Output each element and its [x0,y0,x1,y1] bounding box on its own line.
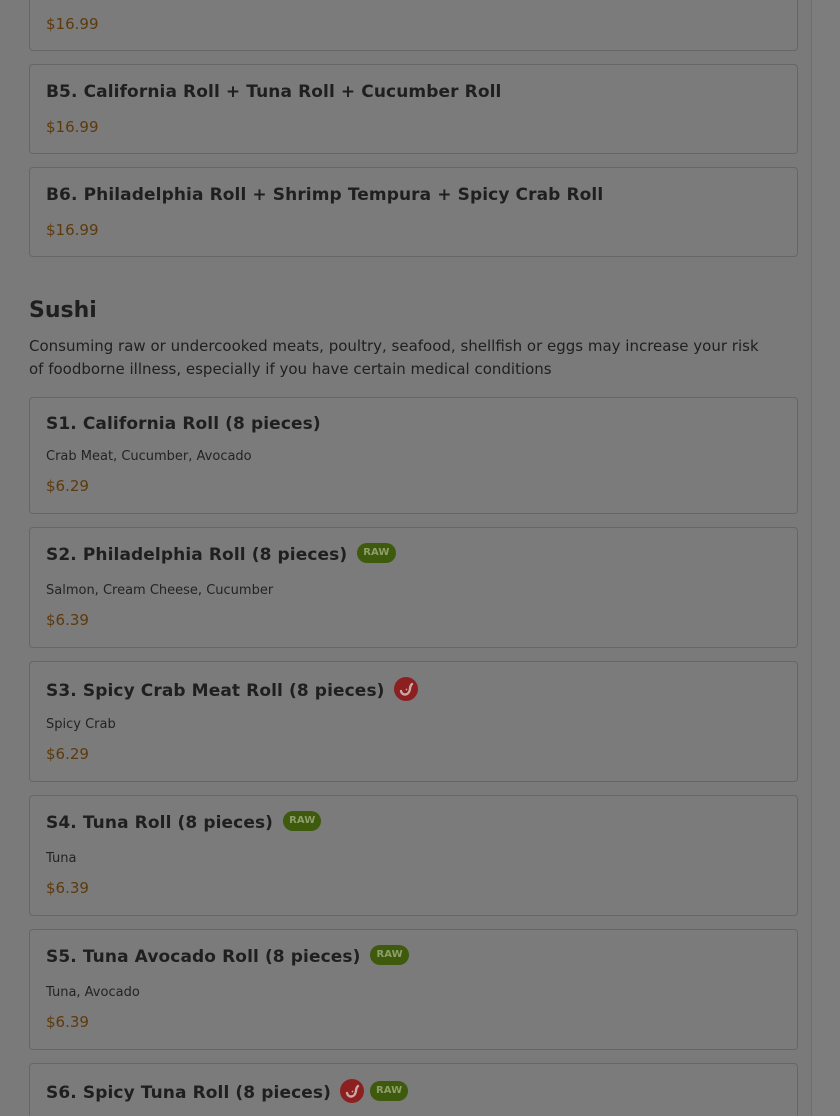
menu-item-card[interactable] [29,527,798,648]
item-price: $6.29 [46,477,89,495]
raw-badge: RAW [357,543,395,563]
item-title [46,414,321,434]
menu-item-card[interactable] [29,795,798,916]
menu-item-card[interactable] [29,661,798,782]
item-description: Tuna [46,851,77,866]
item-title-text: S3. Spicy Crab Meat Roll (8 pieces) [46,681,385,701]
chili-pepper-icon [340,1079,364,1103]
item-price: $6.39 [46,611,89,629]
item-title-text: S6. Spicy Tuna Roll (8 pieces) [46,1083,331,1103]
item-price: $6.39 [46,879,89,897]
raw-badge: RAW [370,945,408,965]
item-title: B6. Philadelphia Roll + Shrimp Tempura + Spicy Crab Roll [46,185,604,205]
item-description: Spicy Crab [46,717,116,732]
menu-item-card[interactable] [29,397,798,514]
menu-item-card[interactable] [29,0,798,51]
item-title: B5. California Roll + Tuna Roll + Cucumber Roll [46,82,502,102]
item-description: Tuna, Avocado [46,985,140,1000]
item-title [46,679,418,703]
raw-food-warning: Consuming raw or undercooked meats, poultry, seafood, shellfish or eggs may increase your risk of foodborne illness, especially if you have certain medical conditions [29,337,759,378]
item-price: $16.99 [46,15,99,33]
item-description: Salmon, Cream Cheese, Cucumber [46,583,274,598]
item-price: $6.39 [46,1013,89,1031]
item-price: $6.29 [46,745,89,763]
raw-badge: RAW [370,1081,408,1101]
menu-item-card[interactable] [29,64,798,154]
raw-badge: RAW [283,811,321,831]
item-price: $16.99 [46,221,99,239]
item-description: Crab Meat, Cucumber, Avocado [46,449,252,464]
scrollbar[interactable] [811,0,840,1116]
item-title [46,947,409,967]
item-title [46,545,396,565]
item-title-text: S4. Tuna Roll (8 pieces) [46,813,274,833]
item-title [46,813,321,833]
item-title [46,1081,408,1105]
menu-item-card[interactable] [29,929,798,1050]
menu-item-card[interactable] [29,167,798,257]
item-title-text: S1. California Roll (8 pieces) [46,414,321,434]
menu-item-card[interactable] [29,1063,798,1116]
section-title: Sushi [29,298,97,323]
item-title-text: S5. Tuna Avocado Roll (8 pieces) [46,947,361,967]
item-title-text: S2. Philadelphia Roll (8 pieces) [46,545,348,565]
chili-pepper-icon [394,677,418,701]
item-price: $16.99 [46,118,99,136]
